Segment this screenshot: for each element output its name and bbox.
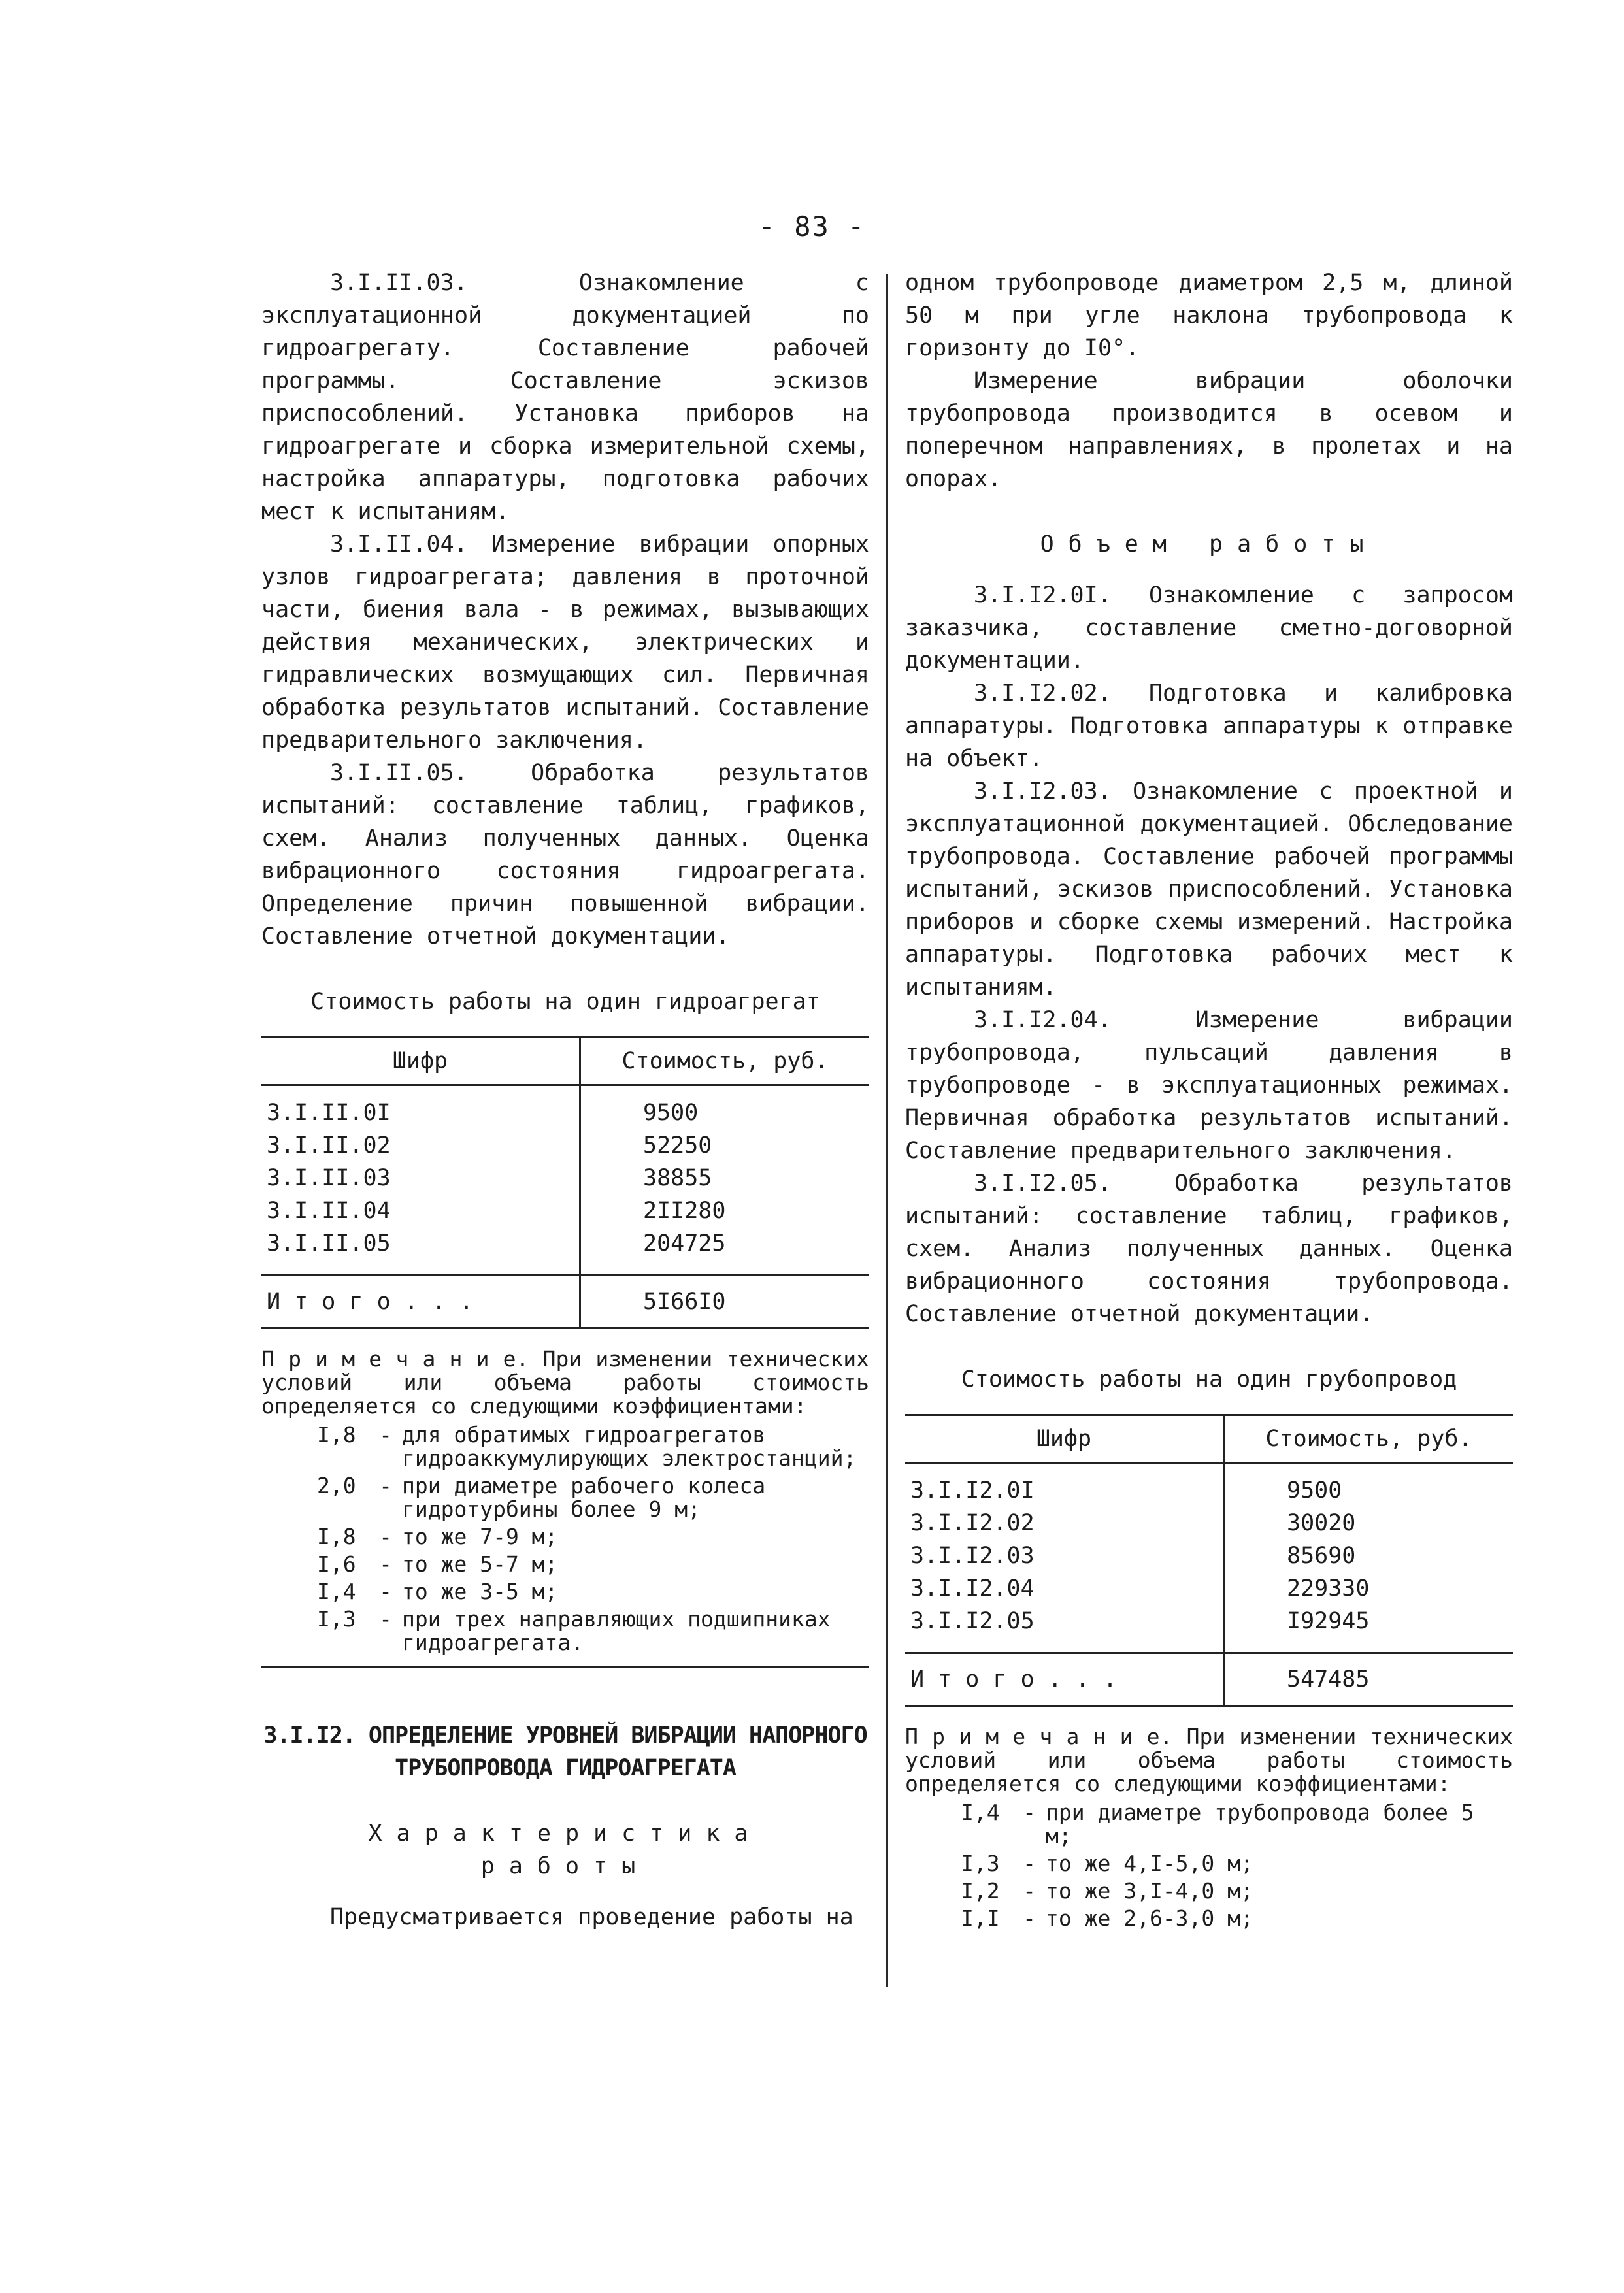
note-coef: I,3	[961, 1851, 1000, 1876]
note-coef: I,4	[961, 1800, 1000, 1825]
row-cost: 229330	[1224, 1572, 1514, 1605]
table-total-row	[261, 1276, 869, 1328]
table-row	[905, 1540, 1513, 1572]
table-caption-right: Стоимость работы на один грубопровод	[961, 1366, 1457, 1393]
note-text: для обратимых гидроагрегатов гидроаккумулирующих электростанций;	[402, 1422, 857, 1471]
note-item: I,4 - при диаметре трубопровода более 5 м;	[905, 1801, 1513, 1848]
row-code: 3.I.I2.0I	[910, 1477, 1035, 1504]
note-coef: I,8	[317, 1524, 356, 1549]
row-cost: 204725	[580, 1227, 870, 1276]
row-cost: 85690	[1224, 1540, 1514, 1572]
note-coef: 2,0	[317, 1473, 356, 1498]
table-header-code: Шифр	[905, 1415, 1224, 1463]
table-row	[261, 1162, 869, 1195]
section-title: 3.I.I2. ОПРЕДЕЛЕНИЕ УРОВНЕЙ ВИБРАЦИИ НАПОРНОГО ТРУБОПРОВОДА ГИДРОАГРЕГАТА	[263, 1723, 867, 1781]
note-item: I,I - то же 2,6-3,0 м;	[905, 1907, 1513, 1930]
table-row	[261, 1129, 869, 1162]
scope-heading: Объем работы	[1040, 531, 1378, 557]
row-cost: I92945	[1224, 1605, 1514, 1653]
table-header-cost: Стоимость, руб.	[1224, 1415, 1514, 1463]
row-code: 3.I.I2.02	[910, 1510, 1035, 1536]
row-cost: 30020	[1224, 1507, 1514, 1540]
note-coef: I,2	[961, 1878, 1000, 1904]
row-code: 3.I.II.04	[267, 1198, 391, 1224]
row-code: 3.I.I2.05	[910, 1608, 1035, 1634]
note-right	[905, 1725, 1513, 1930]
row-cost: 9500	[580, 1085, 870, 1130]
table-row	[261, 1227, 869, 1276]
note-item: 2,0 - при диаметре рабочего колеса гидротурбины более 9 м;	[261, 1474, 869, 1521]
paragraph-3-1-12-03: 3.I.I2.03. Ознакомление с проектной и эксплуатационной документацией. Обследование трубопровода. Составление рабочей программы испытаний, эскизов приспособлений. Установка приборов и сборке схемы измерений. Настройка аппаратуры. Подготовка рабочих мест к испытаниям.	[905, 778, 1513, 1000]
row-code: 3.I.I2.03	[910, 1543, 1035, 1569]
note-head: П р и м е ч а н и е. При изменении технических условий или объема работы стоимость определяется со следующими коэффициентами:	[261, 1346, 869, 1419]
page-number: - 83 -	[758, 210, 866, 242]
note-coef: I,3	[317, 1606, 356, 1632]
right-column	[905, 267, 1513, 1934]
row-code: 3.I.II.05	[267, 1230, 391, 1257]
note-item: I,3 - то же 4,I-5,0 м;	[905, 1852, 1513, 1875]
row-cost: 52250	[580, 1129, 870, 1162]
paragraph-3-1-12-02: 3.I.I2.02. Подготовка и калибровка аппаратуры. Подготовка аппаратуры к отправке на объект.	[905, 680, 1513, 772]
characteristic-heading-2: работы	[480, 1853, 650, 1879]
note-text: то же 5-7 м;	[402, 1551, 558, 1577]
row-cost: 2II280	[580, 1195, 870, 1227]
table-row	[905, 1572, 1513, 1605]
paragraph-3-1-12-05: 3.I.I2.05. Обработка результатов испытаний: составление таблиц, графиков, схем. Анализ полученных данных. Оценка вибрационного состояния трубопровода. Составление отчетной документации.	[905, 1170, 1513, 1327]
note-text: то же 7-9 м;	[402, 1524, 558, 1549]
note-text: то же 4,I-5,0 м;	[1046, 1851, 1253, 1876]
row-code: 3.I.I2.04	[910, 1575, 1035, 1602]
row-code: 3.I.II.03	[267, 1165, 391, 1191]
paragraph-3-1-12-01: 3.I.I2.0I. Ознакомление с запросом заказчика, составление сметно-договорной документации.	[905, 582, 1513, 674]
table-caption-left: Стоимость работы на один гидроагрегат	[310, 989, 820, 1015]
cost-table-left	[261, 1036, 869, 1329]
row-cost: 9500	[1224, 1463, 1514, 1508]
total-value: 5I66I0	[580, 1276, 870, 1328]
paragraph-3-1-11-04: 3.I.II.04. Измерение вибрации опорных узлов гидроагрегата; давления в проточной части, биения вала - в режимах, вызывающих действия механических, электрических и гидравлических возмущающих сил. Первичная обработка результатов испытаний. Составление предварительного заключения.	[261, 531, 869, 753]
note-left	[261, 1347, 869, 1655]
note-text: при диаметре трубопровода более 5 м;	[1046, 1800, 1474, 1849]
table-row	[905, 1463, 1513, 1508]
note-item: I,3 - при трех направляющих подшипниках гидроагрегата.	[261, 1608, 869, 1655]
total-label: И т о г о . . .	[905, 1653, 1224, 1706]
note-head: П р и м е ч а н и е. При изменении технических условий или объема работы стоимость определяется со следующими коэффициентами:	[905, 1724, 1513, 1796]
note-item: I,8 - для обратимых гидроагрегатов гидроаккумулирующих электростанций;	[261, 1423, 869, 1470]
row-cost: 38855	[580, 1162, 870, 1195]
note-item: I,4 - то же 3-5 м;	[261, 1580, 869, 1604]
paragraph-3-1-12-04: 3.I.I2.04. Измерение вибрации трубопровода, пульсаций давления в трубопроводе - в эксплуатационных режимах. Первичная обработка результатов испытаний. Составление предварительного заключения.	[905, 1007, 1513, 1164]
note-text: то же 2,6-3,0 м;	[1046, 1905, 1253, 1931]
note-coef: I,8	[317, 1422, 356, 1447]
note-coef: I,I	[961, 1905, 1000, 1931]
cost-table-right	[905, 1414, 1513, 1707]
paragraph-3-1-11-03: 3.I.II.03. Ознакомление с эксплуатационной документацией по гидроагрегату. Составление рабочей программы. Составление эскизов приспособлений. Установка приборов на гидроагрегате и сборка измерительной схемы, настройка аппаратуры, подготовка рабочих мест к испытаниям.	[261, 270, 869, 525]
note-item: I,8 - то же 7-9 м;	[261, 1525, 869, 1549]
note-coef: I,6	[317, 1551, 356, 1577]
paragraph-vibration-measurement: Измерение вибрации оболочки трубопровода производится в осевом и поперечном направлениях, в пролетах и на опорах.	[905, 368, 1513, 492]
paragraph-continued: одном трубопроводе диаметром 2,5 м, длиной 50 м при угле наклона трубопровода к горизонту до I0°.	[905, 270, 1513, 361]
column-divider	[886, 274, 888, 1987]
table-total-row	[905, 1653, 1513, 1706]
paragraph-3-1-11-05: 3.I.II.05. Обработка результатов испытаний: составление таблиц, графиков, схем. Анализ полученных данных. Оценка вибрационного состояния гидроагрегата. Определение причин повышенной вибрации. Составление отчетной документации.	[261, 760, 869, 949]
row-code: 3.I.II.0I	[267, 1100, 391, 1126]
total-label: И т о г о . . .	[261, 1276, 580, 1328]
note-item: I,6 - то же 5-7 м;	[261, 1553, 869, 1576]
note-text: при диаметре рабочего колеса гидротурбины более 9 м;	[402, 1473, 766, 1522]
row-code: 3.I.II.02	[267, 1132, 391, 1159]
note-coef: I,4	[317, 1579, 356, 1604]
table-row	[905, 1507, 1513, 1540]
total-value: 547485	[1224, 1653, 1514, 1706]
note-item: I,2 - то же 3,I-4,0 м;	[905, 1879, 1513, 1903]
table-row	[261, 1085, 869, 1130]
table-header-cost: Стоимость, руб.	[580, 1038, 870, 1085]
characteristic-heading: Характеристика	[368, 1821, 763, 1847]
note-text: то же 3,I-4,0 м;	[1046, 1878, 1253, 1904]
table-row	[905, 1605, 1513, 1653]
note-text: при трех направляющих подшипниках гидроагрегата.	[402, 1606, 831, 1655]
left-column	[261, 267, 869, 1934]
table-row	[261, 1195, 869, 1227]
paragraph-intro: Предусматривается проведение работы на	[330, 1904, 853, 1930]
note-text: то же 3-5 м;	[402, 1579, 558, 1604]
table-header-code: Шифр	[261, 1038, 580, 1085]
